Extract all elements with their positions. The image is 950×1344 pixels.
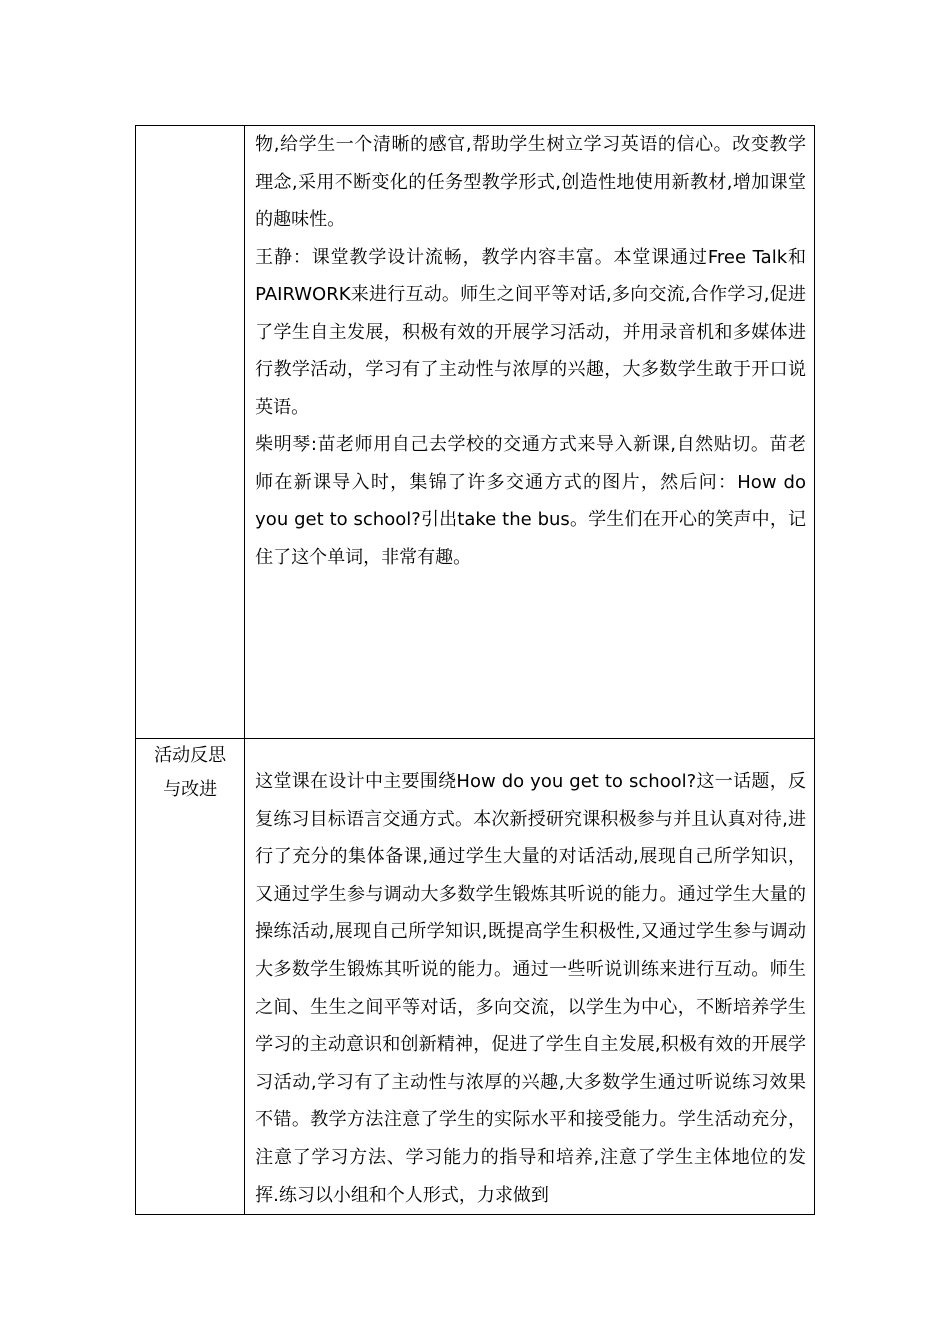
row-label-line: 活动反思 (154, 745, 227, 766)
row-label-cell (136, 739, 245, 1215)
comment-paragraph: 王静：课堂教学设计流畅，教学内容丰富。本堂课通过Free Talk和PAIRWORK来进行互动。师生之间平等对话,多向交流,合作学习,促进了学生自主发展，积极有效的开展学习活动，并用录音机和多媒体进行教学活动，学习有了主动性与浓厚的兴趣，大多数学生敢于开口说英语。 (255, 246, 806, 418)
row-label-line: 与改进 (163, 779, 218, 800)
reflection-content (245, 739, 814, 1214)
comment-paragraph: 物,给学生一个清晰的感官,帮助学生树立学习英语的信心。改变教学理念,采用不断变化的任务型教学形式,创造性地使用新教材,增加课堂的趣味性。 (255, 134, 806, 230)
evaluation-table (135, 125, 815, 1215)
row-label-cell (136, 126, 245, 739)
table-row (136, 739, 815, 1215)
row-content-cell (245, 126, 815, 739)
table-row (136, 126, 815, 739)
peer-comments (245, 126, 814, 576)
comment-paragraph: 柴明琴:苗老师用自己去学校的交通方式来导入新课,自然贴切。苗老师在新课导入时，集锦了许多交通方式的图片，然后问：How do you get to school?引出take the bus。学生们在开心的笑声中，记住了这个单词，非常有趣。 (255, 434, 806, 568)
row-content-cell (245, 739, 815, 1215)
reflection-paragraph: 这堂课在设计中主要围绕How do you get to school?这一话题，反复练习目标语言交通方式。本次新授研究课积极参与并且认真对待,进行了充分的集体备课,通过学生大量的对话活动,展现自己所学知识，又通过学生参与调动大多数学生锻炼其听说的能力。通过学生大量的操练活动,展现自己所学知识,既提高学生积极性,又通过学生参与调动大多数学生锻炼其听说的能力。通过一些听说训练来进行互动。师生之间、生生之间平等对话，多向交流，以学生为中心，不断培养学生学习的主动意识和创新精神，促进了学生自主发展,积极有效的开展学习活动,学习有了主动性与浓厚的兴趣,大多数学生通过听说练习效果不错。教学方法注意了学生的实际水平和接受能力。学生活动充分，注意了学习方法、学习能力的指导和培养,注意了学生主体地位的发挥.练习以小组和个人形式，力求做到 (255, 771, 806, 1206)
row-label (136, 739, 244, 807)
